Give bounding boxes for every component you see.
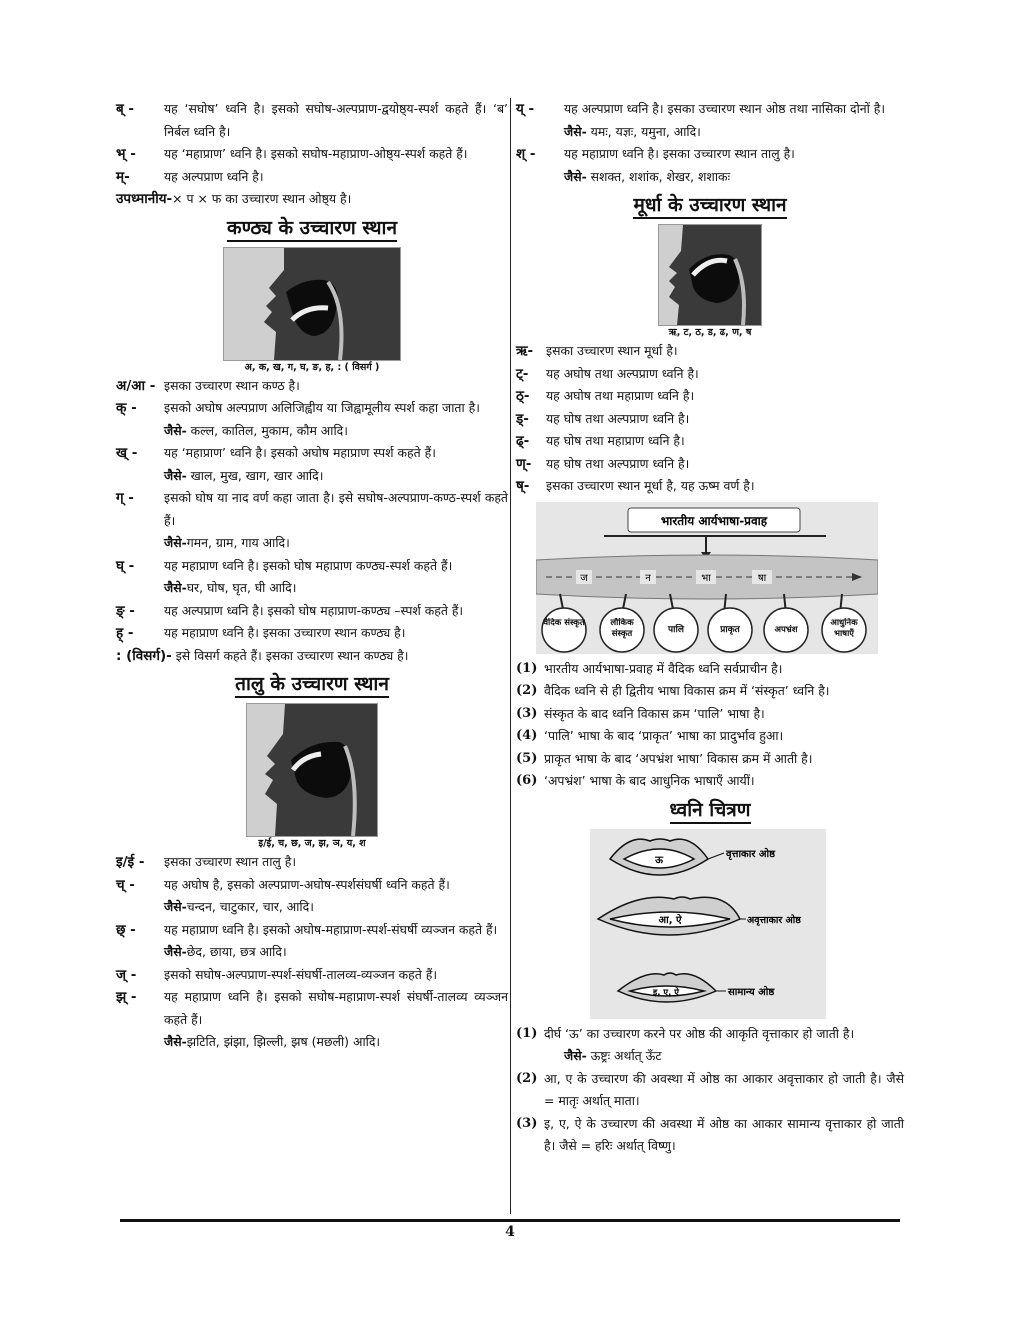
flow-point: (3) संस्कृत के बाद ध्वनि विकास क्रम ‘पालि’ भाषा है। [516,705,765,721]
example-line: जैसे- खाल, मुख, खाग, खार आदि। [164,467,324,483]
flow-node-label: पालि [668,624,684,635]
entry-text: यह अघोष है, इसको अल्पप्राण-अघोष-स्पर्शसंघर्षी ध्वनि कहते हैं। [164,876,450,892]
entry-ka [116,397,508,420]
flow-diagram-graphic [536,502,878,654]
column-divider [510,98,511,1214]
dhvani-point: (3) इ, ए, ऐ के उच्चारण की अवस्था में ओष्ठ का आकार सामान्य वृत्ताकार हो जाती है। जैसे = हरिः अर्थात् विष्णु। [516,1115,904,1153]
flow-point: (4) ‘पालि’ भाषा के बाद ‘प्राकृत’ भाषा का प्रादुर्भाव हुआ। [516,728,784,743]
section-heading-dhvani: ध्वनि चित्रण [516,795,904,825]
entry-text: यह घोष तथा अल्पप्राण ध्वनि है। [546,455,690,471]
entry-ba [116,98,508,143]
stream-letter: भा [701,572,711,584]
stream-letter: न [645,572,651,584]
entry-text: इसको सघोष-अल्पप्राण-स्पर्श-संघर्षी-तालव्य-व्यञ्जन कहते हैं। [164,966,438,982]
entry-key: ढ्- [516,433,530,449]
example-line: जैसे- ऊष्ट्रः अर्थात् ऊँट [564,1048,662,1063]
entry-key: ग् - [116,490,134,506]
entry-kha [116,442,508,465]
entry-key: य् - [516,101,535,117]
entry-da [516,408,904,431]
example-line: जैसे-घर, घोष, घृत, घी आदि। [164,580,297,595]
example-line: जैसे- कल्ल, कातिल, मुकाम, कौम आदि। [164,422,348,438]
entry-ri [516,340,904,363]
entry-key: अ/आ - [116,377,156,394]
flow-point: (2) वैदिक ध्वनि से ही द्वितीय भाषा विकास क्रम में ‘संस्कृत’ ध्वनि है। [516,683,830,698]
head-profile-illustration [247,704,377,836]
flow-point: (1) भारतीय आर्यभाषा-प्रवाह में वैदिक ध्वनि सर्वप्राचीन है। [516,660,783,676]
entry-text: यह अघोष तथा अल्पप्राण ध्वनि है। [546,365,699,381]
section-heading-murdha: मूर्धा के उच्चारण स्थान [516,190,904,220]
entry-key: ज् - [116,966,137,983]
entry-key: ऋ- [516,343,534,359]
flow-title: भारतीय आर्यभाषा-प्रवाह [660,513,768,528]
footer-rule [120,1219,900,1222]
entry-text: यह ‘महाप्राण’ ध्वनि है। इसको अघोष महाप्राण स्पर्श कहते हैं। [164,445,436,460]
entry-text: इसका उच्चारण स्थान मूर्धा है, यह ऊष्म वर्ण है। [546,478,755,493]
entry-jha [116,986,508,1031]
entry-sha [516,143,904,166]
entry-text: यह महाप्राण ध्वनि है। इसका उच्चारण स्थान तालु है। [564,146,795,161]
talu-mouth-diagram [246,703,378,837]
aryabhasha-flow-diagram [536,502,878,654]
flow-node-label: वैदिक संस्कृत [543,617,585,628]
entry-text: इसका उच्चारण स्थान मूर्धा है। [546,343,678,358]
entry-ssha [516,475,904,498]
section-heading-talu: तालु के उच्चारण स्थान [116,669,508,699]
entry-text: यह अल्पप्राण ध्वनि है। इसको घोष महाप्राण-कण्ठ्य –स्पर्श कहते हैं। [164,602,464,618]
entry-gha [116,555,508,578]
entry-key: ण्- [516,455,532,472]
dhvani-point: (2) आ, ए के उच्चारण की अवस्था में ओष्ठ का आकार अवृत्ताकार हो जाती है। जैसे = मातृः अर्थात् माता। [516,1070,904,1108]
entry-ya [516,98,904,121]
flow-node-label: अपभ्रंश [774,624,798,635]
figure-caption: ऋ, ट, ठ, ड, ढ, ण, ष [668,327,752,338]
entry-key: ङ् - [116,602,135,619]
entry-key: इ/ई - [116,854,145,870]
lip-inner-label: ऊ [655,854,663,866]
entry-key: छ् - [116,921,136,938]
head-profile-illustration [224,248,400,360]
lip-label: वृत्ताकार ओष्ठ [726,848,776,860]
stream-letter: ज [580,572,588,584]
entry-cha [116,874,508,897]
entry-key: ठ्- [516,388,530,404]
right-column [516,98,904,1158]
stream-letter: षा [757,572,767,584]
page-number: 4 [505,1224,515,1240]
section-heading-kanthya: कण्ठ्य के उच्चारण स्थान [116,213,508,243]
entry-key: ब् - [116,101,135,117]
entry-text: इसका उच्चारण स्थान कण्ठ है। [164,377,300,393]
lip-inner-label: आ, ऐ [658,914,682,926]
head-profile-illustration [659,225,761,325]
entry-text: यह घोष तथा महाप्राण ध्वनि है। [546,433,685,448]
entry-na [516,453,904,476]
entry-key: ख् - [116,445,138,461]
entry-bha [116,143,508,166]
entry-ma [116,166,508,189]
entry-i [116,851,508,874]
flow-node-label: लौकिक संस्कृत [610,617,634,639]
entry-key: भ् - [116,146,136,162]
entry-ja [116,964,508,987]
entry-text: इसका उच्चारण स्थान तालु है। [164,854,297,869]
entry-key: श् - [516,146,536,162]
entry-text: यह घोष तथा अल्पप्राण ध्वनि है। [546,410,690,426]
entry-visarg [116,645,508,668]
flow-node-label: आधुनिक भाषाएँ [830,617,858,639]
entry-key: ष्- [516,478,530,494]
entry-dha [516,430,904,453]
entry-text: इसको घोष या नाद वर्ण कहा जाता है। इसे सघोष-अल्पप्राण-कण्ठ-स्पर्श कहते हैं। [164,490,508,528]
entry-key: च् - [116,876,135,893]
left-column [116,98,508,1054]
example-line: जैसे- सशक्त, शशांक, शेखर, शशाकः [564,168,731,184]
entry-key: ह् - [116,625,134,641]
entry-key: झ् - [116,989,137,1005]
entry-text: यह अल्पप्राण ध्वनि है। [164,168,264,184]
entry-key: ड्- [516,410,529,427]
entry-text: इसको अघोष अल्पप्राण अलिजिह्वीय या जिह्वामूलीय स्पर्श कहा जाता है। [164,400,480,415]
dhvani-point: (1) दीर्घ ‘ऊ’ का उच्चारण करने पर ओष्ठ की आकृति वृत्ताकार हो जाती है। [516,1025,855,1041]
entry-key: घ् - [116,557,135,574]
entry-nga [116,600,508,623]
entry-key: ट्- [516,365,529,382]
entry-text: यह अघोष तथा महाप्राण ध्वनि है। [546,388,695,403]
example-line: जैसे-छेद, छाया, छत्र आदि। [164,944,287,959]
entry-key: क् - [116,400,137,416]
entry-upadhmaniya [116,188,508,211]
lip-label: अवृत्ताकार ओष्ठ [747,914,801,926]
figure-caption: इ/ई, च, छ, ज, झ, ञ, य, श [258,838,366,849]
example-line: जैसे-चन्दन, चाटुकार, चार, आदि। [164,899,314,914]
entry-key: म्- [116,168,130,185]
flow-point: (6) ‘अपभ्रंश’ भाषा के बाद आधुनिक भाषाएँ आयीं। [516,773,755,788]
entry-tha [516,385,904,408]
lip-shapes-diagram [590,829,826,1019]
lip-label: सामान्य ओष्ठ [728,986,775,998]
flow-point: (5) प्राकृत भाषा के बाद ‘अपभ्रंश भाषा’ विकास क्रम में आती है। [516,750,813,766]
lip-inner-label: इ, ए, ऐ [653,987,679,998]
figure-caption: अ, क, ख, ग, घ, ङ, ह, : ( विसर्ग ) [244,361,380,373]
example-line: जैसे-झटिति, झंझा, झिल्ली, झष (मछली) आदि। [164,1034,381,1049]
entry-key: : (विसर्ग)- [116,647,172,664]
entry-text: यह महाप्राण ध्वनि है। इसका उच्चारण स्थान कण्ठ्य है। [164,625,406,640]
entry-text: यह महाप्राण ध्वनि है। इसको घोष महाप्राण कण्ठ्य-स्पर्श कहते हैं। [164,557,453,573]
entry-ga [116,487,508,532]
lip-shapes-graphic [590,829,826,1019]
entry-chha [116,919,508,942]
kanthya-mouth-diagram [223,247,401,361]
example-line: जैसे-गमन, ग्राम, गाय आदि। [164,535,290,550]
entry-text: यह महाप्राण ध्वनि है। इसको सघोष-महाप्राण-स्पर्श संघर्षी-तालव्य व्यञ्जन कहते हैं। [164,989,508,1027]
flow-node-label: प्राकृत [720,624,740,635]
murdha-mouth-diagram [658,224,762,326]
entry-key: उपध्मानीय- [116,191,173,207]
entry-ta [516,363,904,386]
entry-text: यह महाप्राण ध्वनि है। इसको अघोष-महाप्राण-स्पर्श-संघर्षी व्यञ्जन कहते हैं। [164,921,498,937]
entry-text: यह ‘महाप्राण’ ध्वनि है। इसको सघोष-महाप्राण-ओष्ठ्य-स्पर्श कहते हैं। [164,146,468,161]
example-line: जैसे- यमः, यज्ञः, यमुना, आदि। [564,123,701,139]
entry-a [116,375,508,398]
entry-text: इसे विसर्ग कहते हैं। इसका उच्चारण स्थान कण्ठ्य है। [171,647,409,663]
entry-text: × प × फ का उच्चारण स्थान ओष्ठ्य है। [172,191,352,206]
entry-ha [116,622,508,645]
entry-text: यह ‘सघोष’ ध्वनि है। इसको सघोष-अल्पप्राण-द्वयोष्ठ्य-स्पर्श कहते हैं। ‘ब’ निर्बल ध्वनि है। [164,101,508,139]
entry-text: यह अल्पप्राण ध्वनि है। इसका उच्चारण स्थान ओष्ठ तथा नासिका दोनों है। [564,101,886,116]
